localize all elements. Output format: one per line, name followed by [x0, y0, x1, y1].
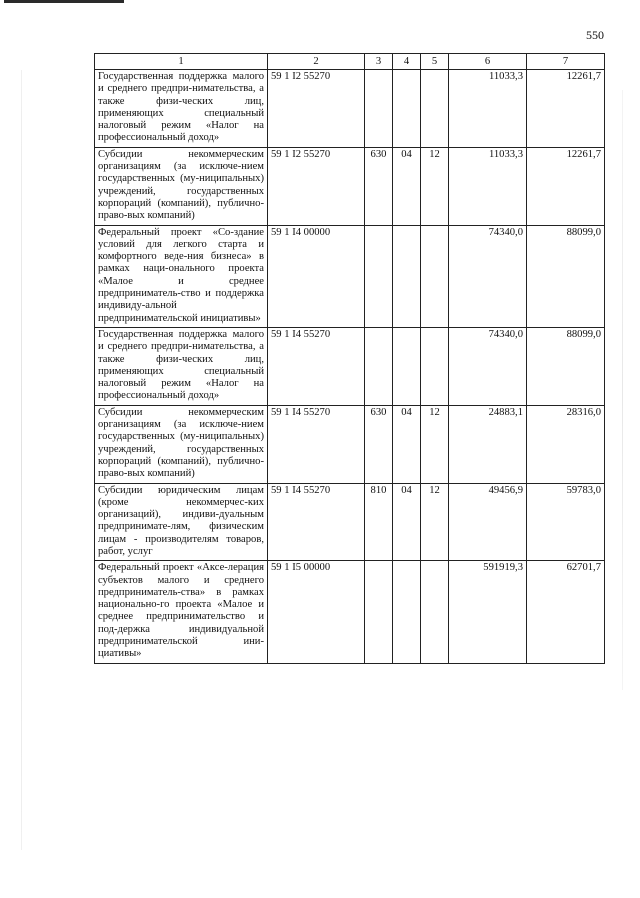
header-cell: 1: [95, 54, 268, 70]
row-value-col7: 88099,0: [527, 327, 605, 405]
row-col3: [365, 327, 393, 405]
row-col5: [421, 70, 449, 148]
row-code: 59 1 I4 00000: [268, 225, 365, 327]
row-col3: [365, 561, 393, 663]
row-col3: [365, 70, 393, 148]
row-name: Субсидии юридическим лицам (кроме некоммерчес-ких организаций), индиви-дуальным предпринимате-лям, физическим лицам - производителям товаров, работ, услуг: [95, 483, 268, 561]
table-row: [95, 561, 605, 663]
header-cell: 5: [421, 54, 449, 70]
row-col3: 630: [365, 405, 393, 483]
row-code: 59 1 I2 55270: [268, 147, 365, 225]
budget-table: [94, 53, 605, 664]
header-cell: 7: [527, 54, 605, 70]
row-col3: 630: [365, 147, 393, 225]
table-row: [95, 70, 605, 148]
row-col4: 04: [393, 405, 421, 483]
table-row: [95, 225, 605, 327]
row-value-col7: 59783,0: [527, 483, 605, 561]
row-col5: 12: [421, 147, 449, 225]
row-col4: [393, 70, 421, 148]
row-name: Субсидии некоммерческим организациям (за исключе-нием государственных (му-ниципальных) учреждений, государственных корпораций (компаний), публично-право-вых компаний): [95, 405, 268, 483]
header-cell: 2: [268, 54, 365, 70]
row-col5: 12: [421, 405, 449, 483]
scan-edge-mark: [4, 0, 124, 3]
row-value-col6: 24883,1: [449, 405, 527, 483]
row-value-col6: 591919,3: [449, 561, 527, 663]
header-cell: 4: [393, 54, 421, 70]
row-col5: [421, 225, 449, 327]
row-code: 59 1 I4 55270: [268, 483, 365, 561]
row-code: 59 1 I2 55270: [268, 70, 365, 148]
row-col5: [421, 327, 449, 405]
row-code: 59 1 I4 55270: [268, 327, 365, 405]
table-row: [95, 483, 605, 561]
row-value-col7: 12261,7: [527, 70, 605, 148]
row-value-col6: 49456,9: [449, 483, 527, 561]
row-name: Государственная поддержка малого и среднего предпри-нимательства, а также физи-ческих лиц, применяющих специальный налоговый режим «Налог на профессиональный доход»: [95, 327, 268, 405]
row-col4: 04: [393, 483, 421, 561]
row-col4: 04: [393, 147, 421, 225]
row-name: Федеральный проект «Аксе-лерация субъектов малого и среднего предприниматель-ства» в рамках национально-го проекта «Малое и среднее предпринимательство и под-держка индивидуальной предпринимательской ини-циативы»: [95, 561, 268, 663]
row-col3: 810: [365, 483, 393, 561]
row-code: 59 1 I4 55270: [268, 405, 365, 483]
row-value-col6: 11033,3: [449, 70, 527, 148]
table-row: [95, 327, 605, 405]
row-value-col6: 74340,0: [449, 327, 527, 405]
row-code: 59 1 I5 00000: [268, 561, 365, 663]
table-row: [95, 147, 605, 225]
row-value-col6: 11033,3: [449, 147, 527, 225]
scan-margin-line-right: [622, 90, 623, 690]
row-name: Государственная поддержка малого и среднего предпри-нимательства, а также физи-ческих лиц, применяющих специальный налоговый режим «Налог на профессиональный доход»: [95, 70, 268, 148]
row-col5: 12: [421, 483, 449, 561]
row-col4: [393, 561, 421, 663]
row-value-col7: 28316,0: [527, 405, 605, 483]
header-cell: 6: [449, 54, 527, 70]
row-col5: [421, 561, 449, 663]
table-row: [95, 405, 605, 483]
row-name: Субсидии некоммерческим организациям (за исключе-нием государственных (му-ниципальных) учреждений, государственных корпораций (компаний), публично-право-вых компаний): [95, 147, 268, 225]
header-cell: 3: [365, 54, 393, 70]
row-value-col7: 12261,7: [527, 147, 605, 225]
row-col3: [365, 225, 393, 327]
row-value-col7: 88099,0: [527, 225, 605, 327]
row-value-col7: 62701,7: [527, 561, 605, 663]
row-name: Федеральный проект «Со-здание условий для легкого старта и комфортного веде-ния бизнеса» в рамках наци-онального проекта «Малое и среднее предприниматель-ство и поддержка индивиду-альной предпринимательской инициативы»: [95, 225, 268, 327]
row-col4: [393, 327, 421, 405]
table-header-row: [95, 54, 605, 70]
scan-margin-line: [21, 70, 22, 850]
row-col4: [393, 225, 421, 327]
page-number: 550: [586, 28, 604, 42]
row-value-col6: 74340,0: [449, 225, 527, 327]
